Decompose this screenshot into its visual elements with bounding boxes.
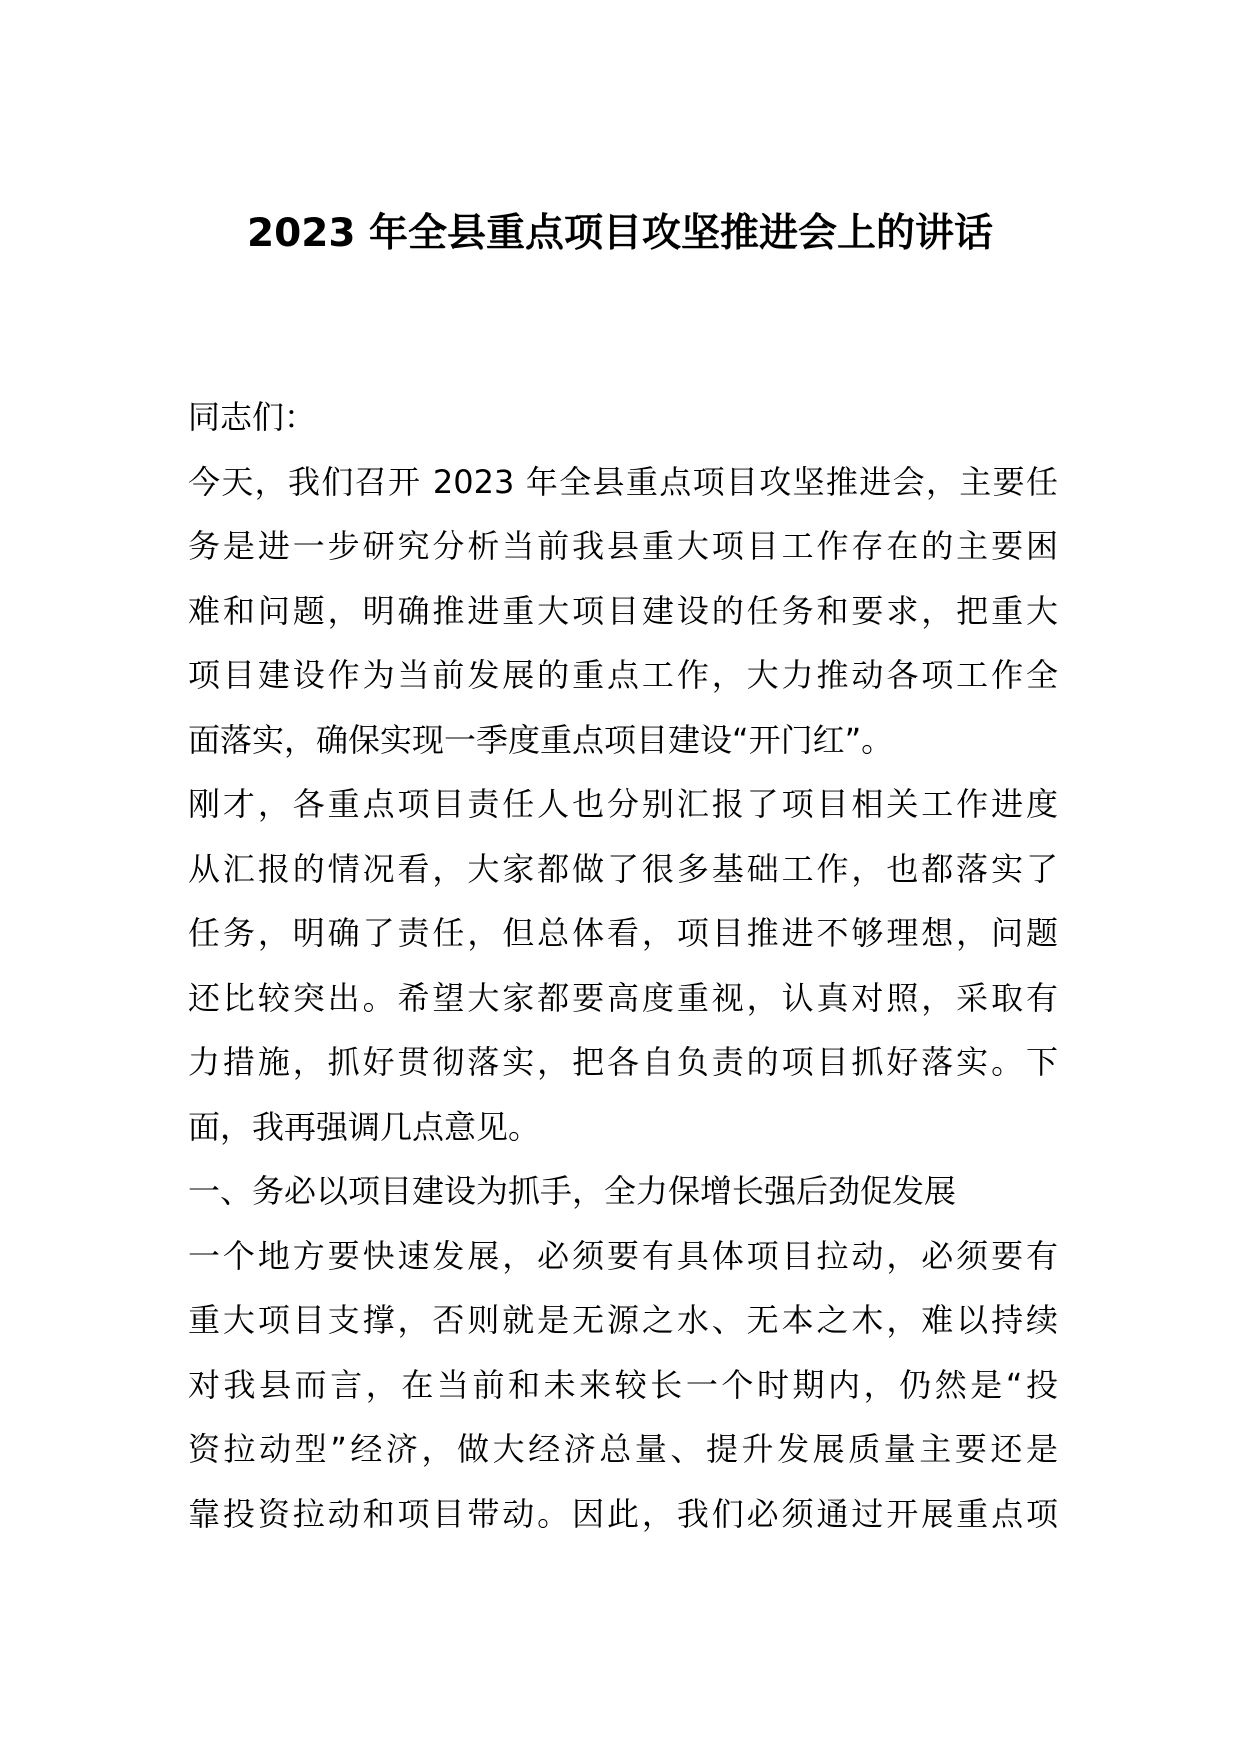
text-line: 一、务必以项目建设为抓手，全力保增长强后劲促发展 <box>188 1172 957 1210</box>
text-line: 对我县而言，在当前和未来较长一个时期内，仍然是“投 <box>188 1365 1058 1404</box>
text-line: 重大项目支撑，否则就是无源之水、无本之木，难以持续 <box>188 1301 1058 1339</box>
text-line: 务是进一步研究分析当前我县重大项目工作存在的主要困 <box>188 527 1058 565</box>
text-line: 面，我再强调几点意见。 <box>188 1107 541 1146</box>
document-body <box>188 385 1058 1546</box>
text-line: 项目建设作为当前发展的重点工作，大力推动各项工作全 <box>188 656 1058 694</box>
text-line: 从汇报的情况看，大家都做了很多基础工作，也都落实了 <box>188 849 1058 888</box>
text-line: 力措施，抓好贯彻落实，把各自负责的项目抓好落实。下 <box>188 1043 1058 1081</box>
document-title: 2023 年全县重点项目攻坚推进会上的讲话 <box>246 211 994 256</box>
text-line: 资拉动型”经济，做大经济总量、提升发展质量主要还是 <box>188 1430 1058 1468</box>
text-line: 同志们： <box>188 398 317 436</box>
text-line: 刚才，各重点项目责任人也分别汇报了项目相关工作进度 <box>188 785 1058 823</box>
text-line: 一个地方要快速发展，必须要有具体项目拉动，必须要有 <box>188 1236 1058 1275</box>
text-line: 靠投资拉动和项目带动。因此，我们必须通过开展重点项 <box>188 1494 1058 1533</box>
text-line: 任务，明确了责任，但总体看，项目推进不够理想，问题 <box>188 914 1058 952</box>
text-line: 今天，我们召开 2023 年全县重点项目攻坚推进会，主要任 <box>188 462 1058 501</box>
text-line: 难和问题，明确推进重大项目建设的任务和要求，把重大 <box>188 591 1058 630</box>
text-line: 面落实，确保实现一季度重点项目建设“开门红”。 <box>188 720 894 759</box>
text-line: 还比较突出。希望大家都要高度重视，认真对照，采取有 <box>188 978 1058 1017</box>
